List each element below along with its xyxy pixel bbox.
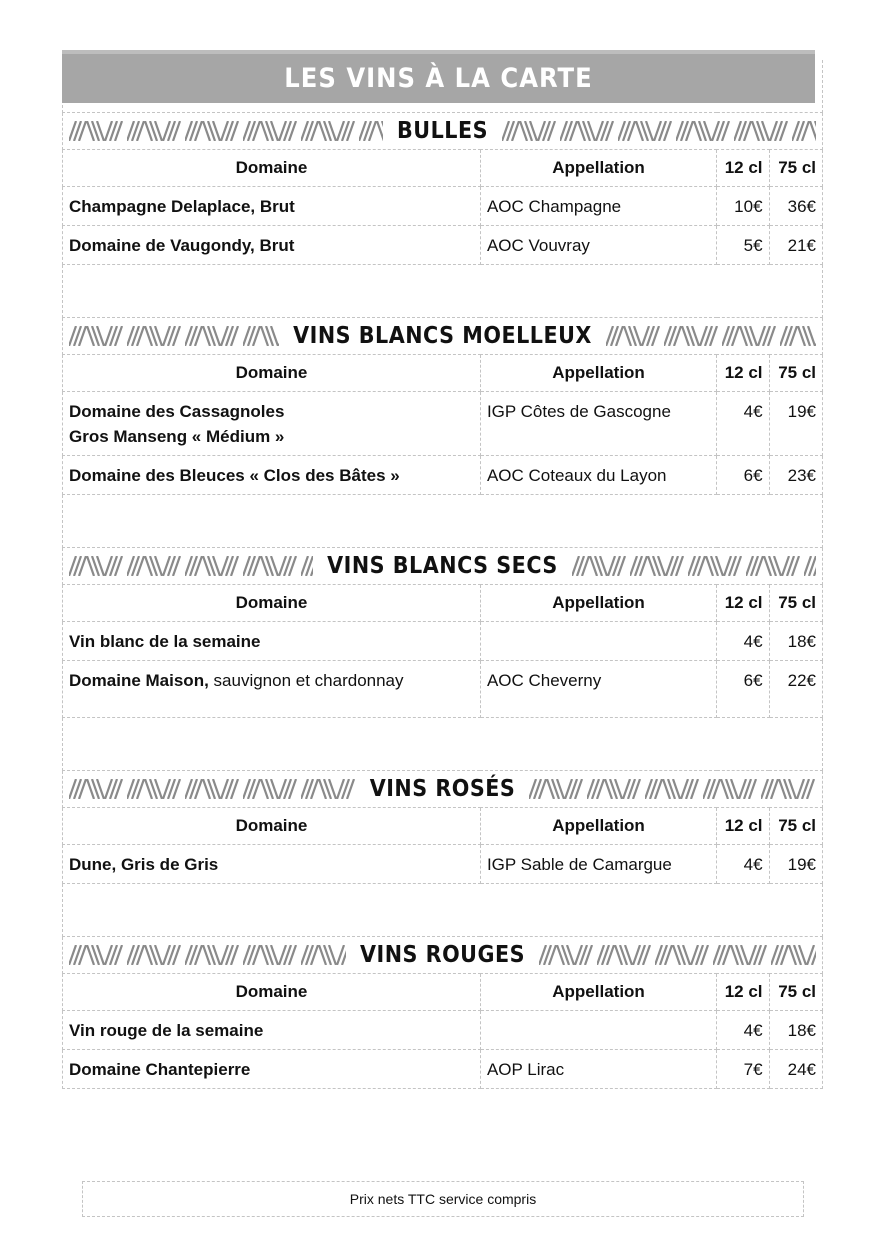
- section-header-cell: [63, 771, 823, 808]
- section-title: VINS BLANCS SECS: [327, 553, 558, 579]
- wine-price-bottle: 19€: [769, 845, 822, 884]
- wine-grape-varieties: sauvignon et chardonnay: [208, 671, 404, 690]
- section-title: VINS ROSÉS: [369, 776, 516, 802]
- wine-row: [63, 392, 823, 456]
- page-title: LES VINS À LA CARTE: [284, 63, 593, 94]
- hatch-decoration-icon: [606, 326, 816, 346]
- wine-price-glass: 5€: [717, 226, 769, 265]
- section-spacer: [63, 884, 823, 937]
- col-header-75cl: 75 cl: [769, 808, 822, 845]
- hatch-decoration-icon: [529, 779, 816, 799]
- hatch-decoration-icon: [572, 556, 816, 576]
- wine-appellation: AOC Cheverny: [480, 661, 716, 718]
- wine-domaine: Vin rouge de la semaine: [69, 1021, 264, 1040]
- section-title-row: [63, 318, 822, 354]
- column-header-row: [63, 974, 823, 1011]
- wine-appellation: IGP Côtes de Gascogne: [480, 392, 716, 456]
- col-header-75cl: 75 cl: [769, 355, 822, 392]
- spacer-cell: [63, 884, 823, 937]
- spacer-cell: [63, 265, 823, 318]
- section-title: VINS BLANCS MOELLEUX: [293, 323, 592, 349]
- footer-note: [82, 1181, 804, 1217]
- wine-appellation: AOP Lirac: [480, 1050, 716, 1089]
- wine-appellation: [480, 622, 716, 661]
- wine-row: [63, 1050, 823, 1089]
- col-header-12cl: 12 cl: [717, 585, 769, 622]
- wine-price-bottle: 18€: [769, 1011, 822, 1050]
- hatch-decoration-icon: [69, 779, 356, 799]
- col-header-appellation: Appellation: [480, 974, 716, 1011]
- wine-price-glass: 7€: [717, 1050, 769, 1089]
- col-header-domaine: Domaine: [63, 585, 481, 622]
- wine-appellation: AOC Champagne: [480, 187, 716, 226]
- section-title-row: [63, 113, 822, 149]
- column-header-row: [63, 355, 823, 392]
- hatch-decoration-icon: [502, 121, 816, 141]
- section-title: BULLES: [397, 118, 488, 144]
- hatch-decoration-icon: [69, 945, 346, 965]
- wine-price-glass: 4€: [717, 392, 769, 456]
- section-header: [63, 548, 823, 585]
- wine-domaine-cell: [63, 187, 481, 226]
- wine-price-bottle: 36€: [769, 187, 822, 226]
- section-title-row: [63, 548, 822, 584]
- section-header: [63, 937, 823, 974]
- wine-price-bottle: 23€: [769, 456, 822, 495]
- section-header-cell: [63, 548, 823, 585]
- col-header-domaine: Domaine: [63, 355, 481, 392]
- col-header-appellation: Appellation: [480, 355, 716, 392]
- wine-row: [63, 226, 823, 265]
- col-header-domaine: Domaine: [63, 974, 481, 1011]
- col-header-domaine: Domaine: [63, 150, 481, 187]
- wine-price-glass: 6€: [717, 661, 769, 718]
- wine-price-glass: 4€: [717, 1011, 769, 1050]
- section-header-cell: [63, 113, 823, 150]
- section-header: [63, 113, 823, 150]
- col-header-appellation: Appellation: [480, 808, 716, 845]
- wine-price-bottle: 18€: [769, 622, 822, 661]
- section-header-cell: [63, 937, 823, 974]
- wine-price-bottle: 22€: [769, 661, 822, 718]
- wine-price-glass: 4€: [717, 845, 769, 884]
- wine-domaine: Domaine des Bleuces « Clos des Bâtes »: [69, 466, 400, 485]
- section-title: VINS ROUGES: [360, 942, 525, 968]
- footer-text: Prix nets TTC service compris: [349, 1191, 537, 1207]
- wine-row: [63, 661, 823, 718]
- wine-domaine-cell: [63, 456, 481, 495]
- col-header-12cl: 12 cl: [717, 150, 769, 187]
- hatch-decoration-icon: [69, 326, 279, 346]
- col-header-domaine: Domaine: [63, 808, 481, 845]
- wine-appellation: AOC Coteaux du Layon: [480, 456, 716, 495]
- wine-domaine-cell: [63, 1050, 481, 1089]
- wine-appellation: [480, 1011, 716, 1050]
- section-header: [63, 318, 823, 355]
- title-banner: [62, 50, 815, 103]
- spacer-cell: [63, 718, 823, 771]
- section-title-row: [63, 771, 822, 807]
- hatch-decoration-icon: [69, 121, 383, 141]
- hatch-decoration-icon: [539, 945, 816, 965]
- wine-domaine-cell: [63, 1011, 481, 1050]
- wine-row: [63, 187, 823, 226]
- hatch-decoration-icon: [69, 556, 313, 576]
- wine-menu: [62, 60, 823, 1089]
- col-header-12cl: 12 cl: [717, 974, 769, 1011]
- wine-appellation: AOC Vouvray: [480, 226, 716, 265]
- col-header-75cl: 75 cl: [769, 150, 822, 187]
- wine-domaine: Dune, Gris de Gris: [69, 855, 219, 874]
- column-header-row: [63, 150, 823, 187]
- wine-domaine: Domaine Maison,: [69, 671, 209, 690]
- column-header-row: [63, 808, 823, 845]
- col-header-12cl: 12 cl: [717, 808, 769, 845]
- section-spacer: [63, 265, 823, 318]
- wine-domaine-cell: [63, 661, 481, 718]
- wine-row: [63, 456, 823, 495]
- col-header-75cl: 75 cl: [769, 585, 822, 622]
- wine-domaine-cell: [63, 622, 481, 661]
- wine-domaine: Champagne Delaplace, Brut: [69, 197, 295, 216]
- wine-domaine: Domaine des Cassagnoles: [69, 402, 285, 421]
- wine-domaine-cell: [63, 845, 481, 884]
- col-header-12cl: 12 cl: [717, 355, 769, 392]
- section-spacer: [63, 718, 823, 771]
- column-header-row: [63, 585, 823, 622]
- col-header-appellation: Appellation: [480, 585, 716, 622]
- wine-price-bottle: 19€: [769, 392, 822, 456]
- wine-price-glass: 10€: [717, 187, 769, 226]
- wine-price-bottle: 24€: [769, 1050, 822, 1089]
- wine-domaine: Domaine Chantepierre: [69, 1060, 251, 1079]
- wine-domaine-cell: [63, 392, 481, 456]
- wine-price-glass: 6€: [717, 456, 769, 495]
- col-header-75cl: 75 cl: [769, 974, 822, 1011]
- wine-domaine: Domaine de Vaugondy, Brut: [69, 236, 295, 255]
- wine-appellation: IGP Sable de Camargue: [480, 845, 716, 884]
- wine-row: [63, 845, 823, 884]
- section-title-row: [63, 937, 822, 973]
- wine-row: [63, 622, 823, 661]
- wine-price-glass: 4€: [717, 622, 769, 661]
- wine-domaine: Vin blanc de la semaine: [69, 632, 261, 651]
- wine-table: [62, 60, 823, 1089]
- section-header-cell: [63, 318, 823, 355]
- wine-row: [63, 1011, 823, 1050]
- section-spacer: [63, 495, 823, 548]
- wine-price-bottle: 21€: [769, 226, 822, 265]
- wine-domaine-cell: [63, 226, 481, 265]
- wine-cuvee: Gros Manseng « Médium »: [69, 427, 285, 446]
- col-header-appellation: Appellation: [480, 150, 716, 187]
- spacer-cell: [63, 495, 823, 548]
- section-header: [63, 771, 823, 808]
